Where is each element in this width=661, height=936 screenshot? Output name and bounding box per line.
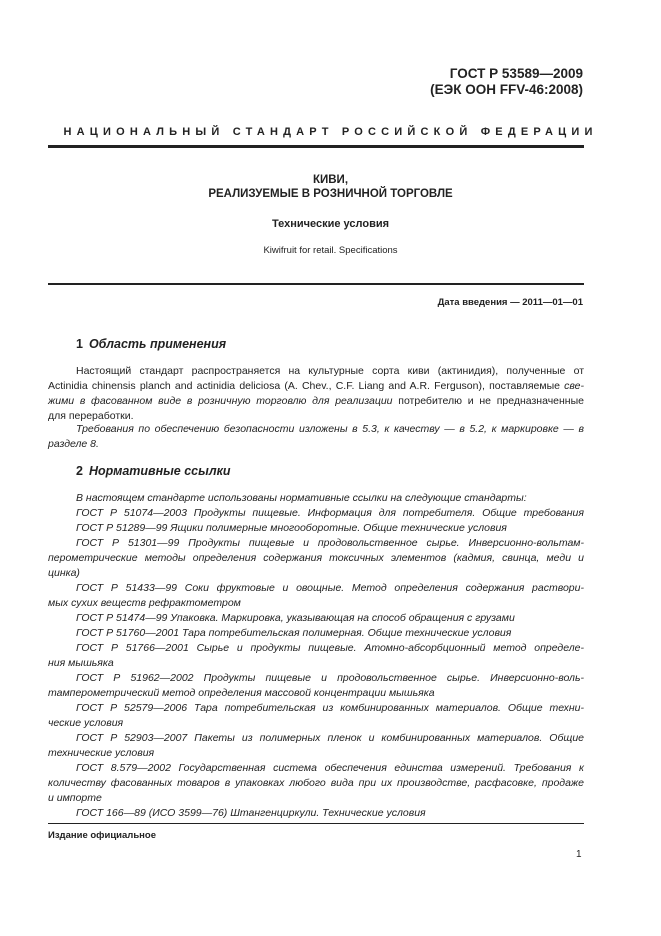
reference-line: ГОСТ Р 51301—99 Продукты пищевые и продовольственное сырье. Инверсионно-вольтам- (76, 537, 584, 549)
paragraph-line: для переработки. (48, 410, 134, 422)
reference-line: ГОСТ 8.579—2002 Государственная система обеспечения единства измерений. Требования к (76, 762, 584, 774)
header-rule (48, 145, 584, 148)
reference-line: ГОСТ Р 51962—2002 Продукты пищевые и продовольственное сырье. Инверсионно-воль- (76, 672, 584, 684)
paragraph-line (48, 394, 584, 409)
document-designation: ГОСТ Р 53589—2009 (449, 66, 583, 81)
national-standard-title: НАЦИОНАЛЬНЫЙ СТАНДАРТ РОССИЙСКОЙ ФЕДЕРАЦИИ (63, 126, 598, 138)
section-1-heading (76, 337, 226, 351)
reference-line: перометрические методы определения содержания токсичных элементов (кадмия, свинца, меди и (48, 552, 584, 564)
unece-designation: (ЕЭК ООН FFV-46:2008) (430, 82, 583, 97)
reference-line: ГОСТ Р 51433—99 Соки фруктовые и овощные. Метод определения содержания раствори- (76, 582, 584, 594)
reference-line: тамперометрический метод определения массовой концентрации мышьяка (48, 687, 435, 699)
section-title: Область применения (88, 337, 227, 351)
reference-line: ГОСТ Р 51289—99 Ящики полимерные многооборотные. Общие технические условия (76, 522, 507, 534)
paragraph-line: Настоящий стандарт распространяется на культурные сорта киви (актинидия), полученные от (76, 365, 584, 377)
introduction-date: Дата введения — 2011—01—01 (437, 297, 583, 308)
reference-line: ГОСТ Р 51074—2003 Продукты пищевые. Информация для потребителя. Общие требования (76, 507, 584, 519)
reference-line: ГОСТ Р 52903—2007 Пакеты из полимерных пленок и комбинированных материалов. Общие (76, 732, 584, 744)
reference-line: ГОСТ Р 51766—2001 Сырье и продукты пищевые. Атомно-абсорбционный метод определе- (76, 642, 584, 654)
section-2-heading (76, 464, 231, 478)
paragraph-line: Требования по обеспечению безопасности изложены в 5.3, к качеству — в 5.2, к маркировке — в (76, 423, 584, 435)
reference-line: В настоящем стандарте использованы нормативные ссылки на следующие стандарты: (76, 492, 527, 504)
text-span: све- (564, 380, 584, 392)
reference-line: ГОСТ Р 52579—2006 Тара потребительская из комбинированных материалов. Общие техни- (76, 702, 584, 714)
reference-line: ния мышьяка (48, 657, 114, 669)
title-line-1: КИВИ, (312, 174, 349, 186)
section-title: Нормативные ссылки (88, 464, 231, 478)
reference-line: ГОСТ Р 51760—2001 Тара потребительская полимерная. Общие технические условия (76, 627, 512, 639)
reference-line: мых сухих веществ рефрактометром (48, 597, 241, 609)
subtitle: Технические условия (271, 218, 390, 230)
official-edition-label: Издание официальное (48, 830, 156, 841)
english-title: Kiwifruit for retail. Specifications (263, 245, 398, 256)
title-line-2: РЕАЛИЗУЕМЫЕ В РОЗНИЧНОЙ ТОРГОВЛЕ (208, 188, 453, 200)
reference-line: и импорте (48, 792, 102, 804)
reference-line: цинка) (48, 567, 80, 579)
paragraph-line (48, 379, 584, 394)
section-number: 1 (76, 337, 83, 351)
paragraph-line: разделе 8. (48, 438, 99, 450)
text-span: потребителю и не предназначенные (392, 395, 584, 407)
text-span: Actinidia chinensis planch and actinidia deliciosa (A. Chev., C.F. Liang and A.R. Ferguson), поставляемые (48, 380, 565, 392)
page-number: 1 (576, 849, 582, 860)
reference-line: технические условия (48, 747, 155, 759)
reference-line: ГОСТ 166—89 (ИСО 3599—76) Штангенциркули. Технические условия (76, 807, 426, 819)
reference-line: ческие условия (48, 717, 124, 729)
footer-rule (48, 823, 584, 824)
reference-line: количеству фасованных товаров в упаковках любого вида при их производстве, расфасовке, продаже (48, 777, 584, 789)
title-rule (48, 283, 584, 285)
reference-line: ГОСТ Р 51474—99 Упаковка. Маркировка, указывающая на способ обращения с грузами (76, 612, 515, 624)
text-span: жими в фасованном виде в розничную торговлю для реализации (48, 395, 393, 407)
section-number: 2 (76, 464, 83, 478)
